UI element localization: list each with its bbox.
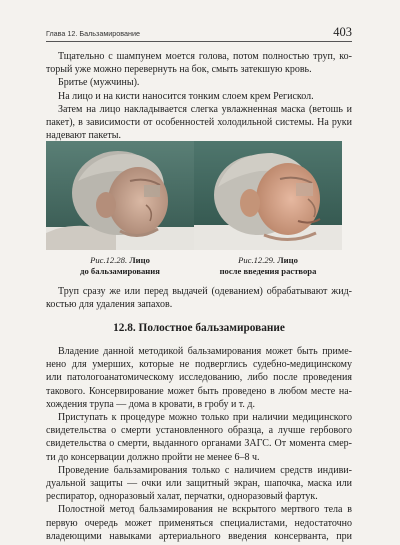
paragraph-line: Проведение бальзамирования только с наличием средств индиви-	[58, 464, 352, 476]
paragraph-line: свидетельства о смерти установленного образца, а лучше гербового	[46, 425, 352, 437]
paragraph-line: первую очередь может применяться специалистами, недостаточно	[46, 517, 352, 529]
paragraph: Бритье (мужчины).	[58, 77, 140, 89]
figure-photo-after	[194, 141, 342, 250]
running-header	[46, 25, 352, 42]
paragraph-line: или патологоанатомическому исследованию, либо после проведения	[46, 372, 352, 384]
paragraph-line: респиратор, одноразовый халат, перчатки, одноразовый фартук.	[46, 491, 318, 503]
paragraph-line: пакет), в зависимости от особенностей холодильной системы. На руки	[46, 117, 352, 129]
paragraph-line: Полостной метод бальзамирования не вскрытого мертвого тела в	[58, 504, 352, 516]
paragraph-line: ти до консервации должно пройти не менее 6–8 ч.	[46, 451, 260, 463]
paragraph-line: нено для умерших, которые не подверглись судебно-медицинскому	[46, 359, 352, 371]
paragraph: На лицо и на кисти наносится тонким слоем крем Регискол.	[58, 90, 314, 102]
top-paragraphs	[46, 50, 352, 142]
section-heading: 12.8. Полостное бальзамирование	[113, 322, 285, 334]
paragraph-line: такового. Консервирование может быть проведено в любом месте на-	[46, 385, 352, 397]
paragraph-line: хождения трупа — дома в кровати, в гробу и т. д.	[46, 398, 256, 410]
paragraph-line: Труп сразу же или перед выдачей (одеванием) обрабатывают жид-	[58, 286, 352, 297]
paragraph-line: Владение данной методикой бальзамирования может быть приме-	[58, 346, 352, 357]
paragraph-line: надевают пакеты.	[46, 130, 121, 142]
figure-title: Лицо	[277, 255, 298, 265]
figure-caption-before	[46, 255, 194, 277]
page-number: 403	[333, 25, 352, 39]
section-body	[46, 345, 352, 543]
paragraph-line: дуальной защиты — очки или защитный экран, шапочка, маска или	[46, 478, 352, 490]
figure-title-line2: после введения раствора	[219, 266, 317, 276]
paragraph-line: Тщательно с шампунем моется голова, потом полностью труп, ко-	[58, 51, 352, 62]
paragraph-line: свидетельства о смерти, выданного органами ЗАГС. От момента смер-	[46, 438, 352, 450]
paragraph-line: торый уже можно перевернуть на бок, смыть затекшую кровь.	[46, 64, 312, 76]
figure-number: Рис.12.28.	[90, 255, 128, 265]
figure-title-line2: до бальзамирования	[80, 266, 160, 276]
after-figures-paragraph	[46, 285, 352, 311]
figure-photo-before	[46, 141, 194, 250]
paragraph-line: владеющими навыками артериального введения консерванта, при	[46, 530, 352, 542]
figure-title: Лицо	[129, 255, 150, 265]
paragraph-line: Затем на лицо накладывается слегка увлажненная маска (ветошь и	[58, 103, 352, 115]
figure-caption-after	[194, 255, 342, 277]
chapter-title: Глава 12. Бальзамирование	[46, 29, 141, 38]
paragraph-line: Приступать к процедуре можно только при наличии медицинского	[58, 412, 352, 424]
paragraph-line: костью для удаления запахов.	[46, 299, 173, 311]
figure-number: Рис.12.29.	[238, 255, 276, 265]
